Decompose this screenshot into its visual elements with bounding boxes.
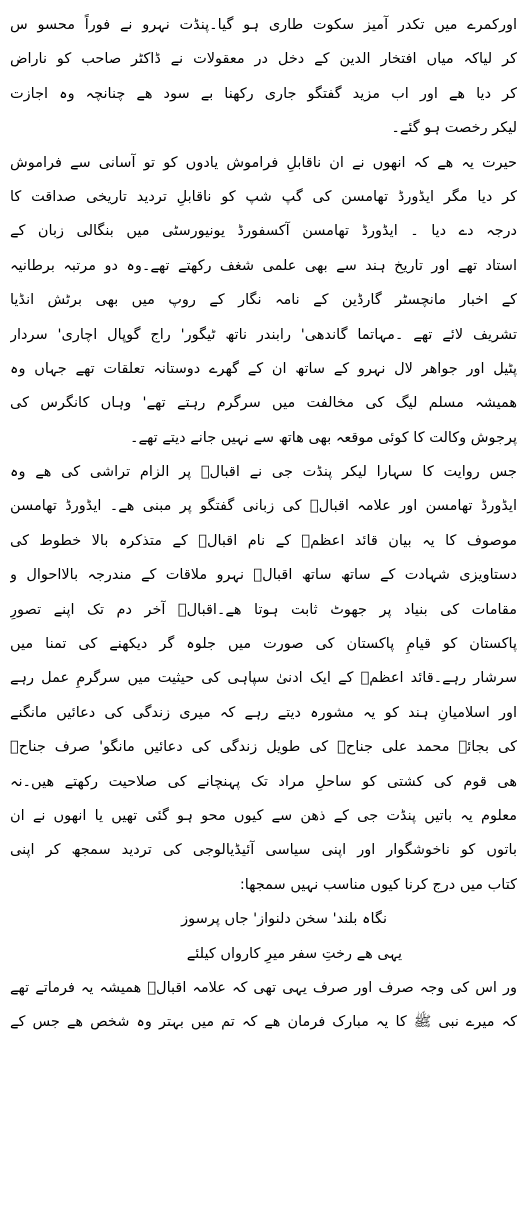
text-line: اورکمرے میں تکدر آمیز سکوت طاری ہو گیا۔پنڈت نہرو نے فوراً محسو س <box>10 17 517 33</box>
paragraph-end-line: لیکر رخصت ہو گئے۔ <box>391 120 517 137</box>
text-line: موصوف کا یہ بیان قائد اعظمؒ کے نام اقبالؒ کے متذکرہ بالا خطوط کی <box>10 532 517 549</box>
text-line: جس روایت کا سہارا لیکر پنڈت جی نے اقبالؒ پر الزام تراشی کی ھے وہ <box>10 464 517 481</box>
text-line: مقامات کی بنیاد پر جھوٹ ثابت ہوتا ھے۔اقبالؒ آخر دم تک اپنے تصورِ <box>10 601 517 618</box>
text-line: تشریف لائے تھے ۔مہاتما گاندھی' رابندر ناتھ ٹیگور' راج گوپال اچاری' سردار <box>10 326 517 343</box>
text-line: استاد تھے اور تاریخ ہند سے بھی علمی شغف رکھتے تھے۔وہ دو مرتبہ برطانیہ <box>10 257 517 274</box>
text-line: پٹیل اور جواھر لال نہرو کے ساتھ ان کے گھرے دوستانہ تعلقات تھے جہاں وہ <box>10 360 517 377</box>
text-line: کر لیاکہ میاں افتخار الدین کے دخل در معقولات نے ڈاکٹر صاحب کو ناراض <box>10 51 517 68</box>
text-line: پاکستان کو قیامِ پاکستان کی صورت میں جلوہ گر دیکھنے کی تمنا میں <box>10 636 517 653</box>
text-line: کے اخبار مانچسٹر گارڈین کے نامہ نگار کے روپ میں بھی برٹش انڈیا <box>10 292 517 309</box>
paragraph-end-line: پرجوش وکالت کا کوئی موقعہ بھی ھاتھ سے نہیں جانے دیتے تھے۔ <box>129 429 517 446</box>
text-line: ھی قوم کی کشتی کو ساحلِ مراد تک پہنچانے کی صلاحیت رکھتے ھیں۔نہ <box>10 773 517 790</box>
text-line: کہ میرے نبی ﷺ کا یہ مبارک فرمان ھے کہ تم میں بہتر وہ شخص ھے جس کے <box>10 1014 517 1031</box>
text-line: کر دیا ھے اور اب مزید گفتگو جاری رکھنا بے سود ھے چنانچہ وہ اجازت <box>10 85 517 102</box>
text-line: دستاویزی شہادت کے ساتھ ساتھ اقبالؒ نہرو ملاقات کے مندرجہ بالااحوال و <box>10 567 517 584</box>
text-line: ھمیشہ مسلم لیگ کی مخالفت میں سرگرم رہتے تھے' وہاں کانگرس کی <box>10 395 517 412</box>
text-line: اور اسلامیانِ ہند کو یہ مشورہ دیتے رہے کہ میری زندگی کی دعائیں مانگنے <box>10 704 517 721</box>
text-line: باتوں کو ناخوشگوار اور اپنی سیاسی آئیڈیالوجی کی تردید سمجھ کر اپنی <box>10 842 517 859</box>
text-line: ایڈورڈ تھامسن اور علامہ اقبالؒ کی زبانی گفتگو پر مبنی ھے۔ ایڈورڈ تھامسن <box>10 498 517 515</box>
text-line: سرشار رہے۔قائد اعظمؒ کے ایک ادنیٰ سپاہی کی حیثیت میں سرگرمِ عمل رہے <box>10 670 517 687</box>
text-line: کر دیا مگر ایڈورڈ تھامسن کی گپ شپ کو ناقابلِ تردید تاریخی صداقت کا <box>10 188 517 205</box>
text-line: حیرت یہ ھے کہ انھوں نے ان ناقابلِ فراموش یادوں کو تو آسانی سے فراموش <box>10 154 517 171</box>
text-line: ور اس کی وجہ صرف اور صرف یہی تھی کہ علامہ اقبالؒ ھمیشہ یہ فرماتے تھے <box>10 979 517 996</box>
verse-line: یہی ھے رختِ سفر میرِ کارواں کیلئے <box>186 945 402 962</box>
text-line: کی بجائے محمد علی جناحؒ کی طویل زندگی کی دعائیں مانگو' صرف جناحؒ <box>10 739 517 756</box>
verse-line: نگاہ بلند' سخن دلنواز' جاں پرسوز <box>181 911 387 928</box>
paragraph-end-line: کتاب میں درج کرنا کیوں مناسب نہیں سمجھا: <box>239 876 517 893</box>
text-line: معلوم یہ باتیں پنڈت جی کے ذھن سے کیوں محو ہو گئی تھیں یا انھوں نے ان <box>10 807 517 824</box>
text-line: درجہ دے دیا ۔ ایڈورڈ تھامسن آکسفورڈ یونیورسٹی میں بنگالی زبان کے <box>10 223 517 240</box>
